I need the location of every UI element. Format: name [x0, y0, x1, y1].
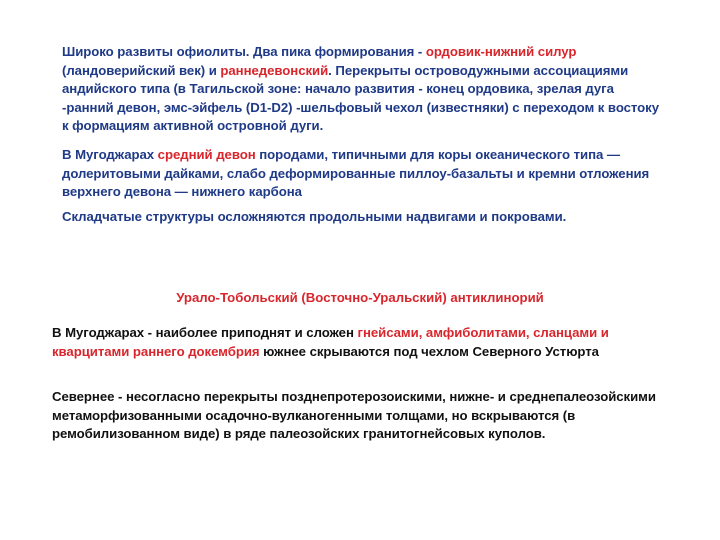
- text-run: В Мугоджарах: [62, 147, 158, 162]
- northern-domes-paragraph: [52, 388, 662, 444]
- text-run: Складчатые структуры осложняются продольными надвигами и покровами.: [62, 209, 567, 224]
- mugodzhary-basement-paragraph: [52, 324, 662, 361]
- highlighted-term: гнейсами, амфиболитами, сланцами и кварцитами раннего докембрия: [52, 325, 609, 359]
- ophiolites-paragraph: [62, 43, 662, 136]
- folded-structures-paragraph: [62, 208, 662, 227]
- section-heading: Урало-Тобольский (Восточно-Уральский) антиклинорий: [176, 290, 544, 305]
- highlighted-term: ордовик-нижний силур: [425, 44, 577, 59]
- text-run: породами, типичными для коры океанического типа — долеритовыми дайками, слабо деформированные пиллоу-базальты и кремни отложения верхнего девона — нижнего карбона: [62, 147, 650, 199]
- text-run: Севернее - несогласно перекрыты позднепротерозоискими, нижне- и среднепалеозойскими метаморфизованными осадочно-вулканогенными толщами, но вскрываются (в ремобилизованном виде) в ряде палеозойских гранитогнейсовых куполов.: [52, 389, 656, 441]
- mugodzhary-devonian-paragraph: [62, 146, 662, 202]
- text-run: южнее скрываются под чехлом Северного Устюрта: [259, 343, 599, 359]
- text-run: . Перекрыты островодужными ассоциациями андийского типа (в Тагильской зоне: начало развития - конец ордовика, зрелая дуга -ранний девон, эмс-эйфель (D1-D2) -шельфовый чехол (известняки) с переходом к востоку к формациям активной островной дуги.: [62, 62, 660, 133]
- highlighted-term: средний девон: [157, 147, 256, 162]
- text-run: Широко развиты офиолиты. Два пика формирования -: [62, 44, 426, 59]
- text-run: В Мугоджарах - наиболее приподнят и сложен: [52, 325, 358, 340]
- highlighted-term: раннедевонский: [220, 62, 329, 78]
- text-run: (ландоверийский век) и: [62, 62, 221, 78]
